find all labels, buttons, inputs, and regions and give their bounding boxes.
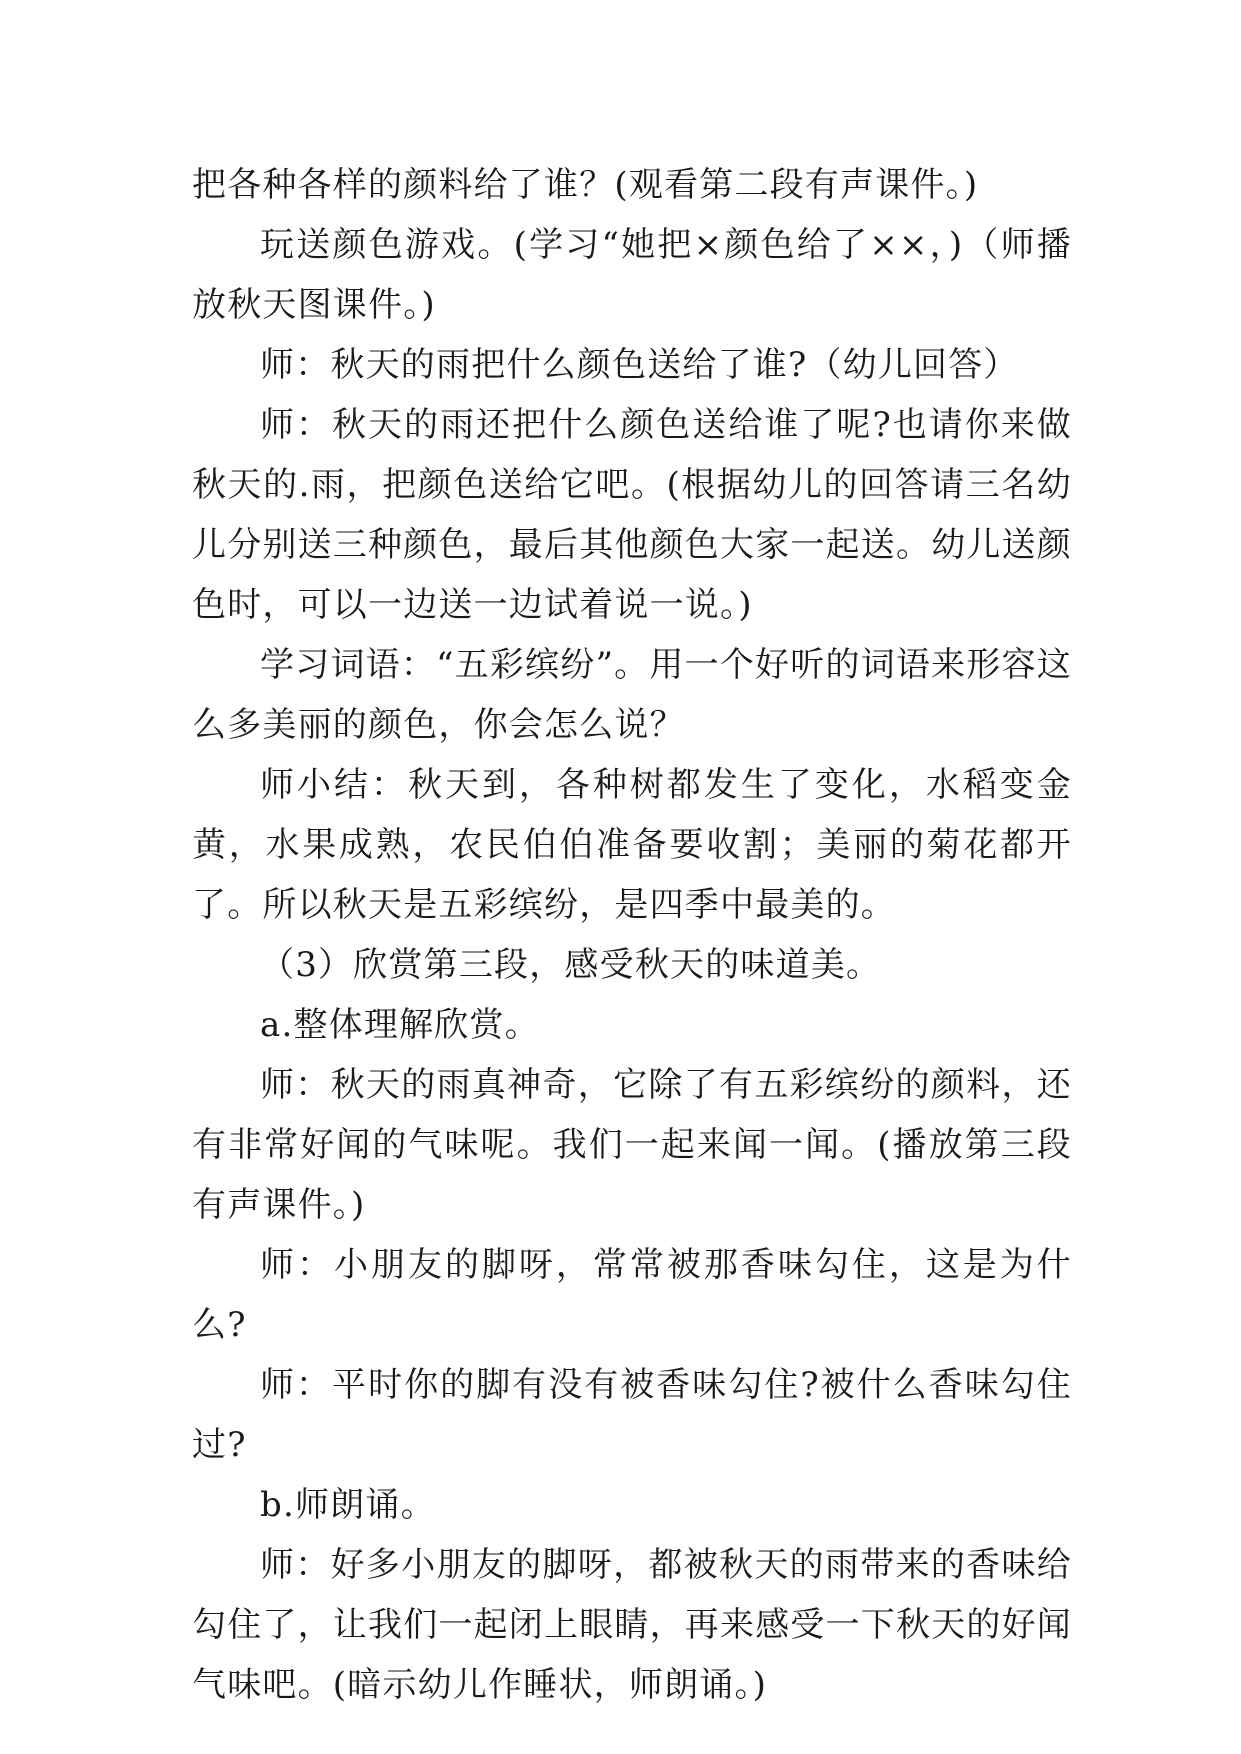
paragraph: 师：秋天的雨还把什么颜色送给谁了呢?也请你来做秋天的.雨，把颜色送给它吧。(根据幼儿的回答请三名幼儿分别送三种颜色，最后其他颜色大家一起送。幼儿送颜色时，可以一边送一边试着说一说。)	[192, 405, 1072, 625]
paragraph: 师：秋天的雨把什么颜色送给了谁?（幼儿回答）	[260, 345, 1019, 385]
paragraph: 师：平时你的脚有没有被香味勾住?被什么香味勾住过?	[192, 1365, 1072, 1465]
paragraph: 玩送颜色游戏。(学习“她把×颜色给了××，)（师播放秋天图课件。)	[192, 225, 1072, 325]
paragraph: 师：小朋友的脚呀，常常被那香味勾住，这是为什么?	[192, 1245, 1072, 1345]
paragraph: 师：秋天的雨真神奇，它除了有五彩缤纷的颜料，还有非常好闻的气味呢。我们一起来闻一闻。(播放第三段有声课件。)	[192, 1065, 1072, 1225]
document-body	[192, 155, 1072, 1715]
paragraph: 学习词语：“五彩缤纷”。用一个好听的词语来形容这么多美丽的颜色，你会怎么说？	[192, 645, 1072, 745]
subsection-heading: a.整体理解欣赏。	[260, 1005, 540, 1045]
paragraph: 师小结：秋天到，各种树都发生了变化，水稻变金黄，水果成熟，农民伯伯准备要收割；美丽的菊花都开了。所以秋天是五彩缤纷，是四季中最美的。	[192, 765, 1072, 925]
subsection-heading: b.师朗诵。	[260, 1485, 436, 1525]
paragraph: 把各种各样的颜料给了谁？(观看第二段有声课件。)	[192, 165, 979, 205]
paragraph: 师：好多小朋友的脚呀，都被秋天的雨带来的香味给勾住了，让我们一起闭上眼睛，再来感受一下秋天的好闻气味吧。(暗示幼儿作睡状，师朗诵。)	[192, 1545, 1072, 1705]
section-heading: （3）欣赏第三段，感受秋天的味道美。	[260, 945, 882, 985]
